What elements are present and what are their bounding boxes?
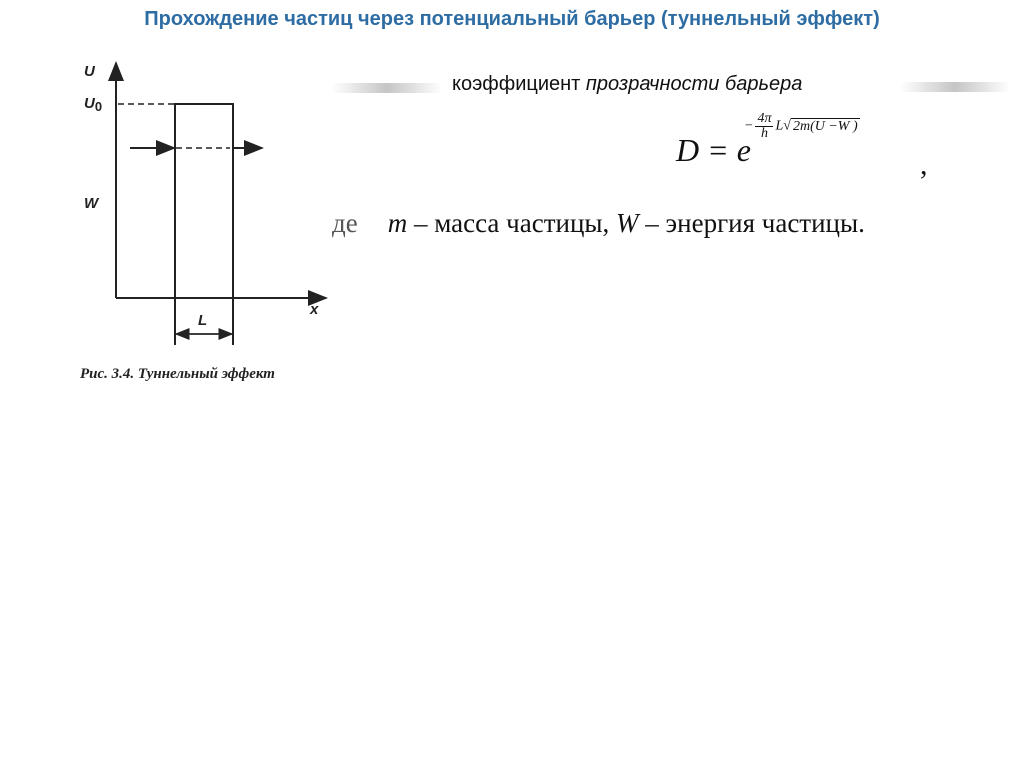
barrier-figure bbox=[70, 55, 340, 395]
formula-lhs: D = e bbox=[676, 132, 751, 168]
u0-label-sub: 0 bbox=[94, 99, 103, 114]
barrier-rect bbox=[175, 104, 233, 298]
definition-w-text: – энергия частицы. bbox=[638, 208, 865, 238]
exp-l: L bbox=[775, 118, 784, 134]
barrier-diagram bbox=[70, 55, 340, 395]
coefficient-prefix: коэффициент bbox=[452, 73, 586, 95]
formula-comma: , bbox=[920, 148, 928, 181]
u0-label bbox=[84, 95, 102, 114]
scan-smudge bbox=[900, 82, 1010, 92]
exp-fraction bbox=[755, 112, 773, 141]
definition-w-symbol: W bbox=[616, 208, 639, 238]
definition-m-symbol: m bbox=[387, 208, 408, 238]
coefficient-label bbox=[452, 73, 802, 96]
slide-title: Прохождение частиц через потенциальный барьер (туннельный эффект) bbox=[144, 8, 880, 30]
scan-smudge bbox=[332, 83, 442, 93]
definition-line bbox=[332, 208, 865, 239]
definition-m-text: – масса частицы, bbox=[407, 208, 617, 238]
definition-cut-prefix: де bbox=[332, 208, 358, 238]
formula-exponent: − $\frac{4\pi}{h}$ L√ 2m(U −W ) bbox=[744, 111, 858, 141]
coefficient-italic: прозрачности барьера bbox=[585, 73, 803, 95]
width-label: L bbox=[198, 312, 208, 329]
u0-label-main: U bbox=[84, 95, 95, 112]
exp-minus: − bbox=[744, 118, 754, 134]
exp-sqrt: 2m(U −W ) bbox=[792, 119, 858, 134]
u-axis-label: U bbox=[84, 63, 95, 80]
w-label: W bbox=[84, 195, 99, 212]
transparency-formula bbox=[676, 108, 946, 181]
exp-denominator: h bbox=[760, 126, 768, 141]
exp-numerator: 4π bbox=[757, 111, 772, 126]
x-axis-label: x bbox=[310, 301, 319, 318]
figure-caption: Рис. 3.4. Туннельный эффект bbox=[80, 366, 275, 382]
